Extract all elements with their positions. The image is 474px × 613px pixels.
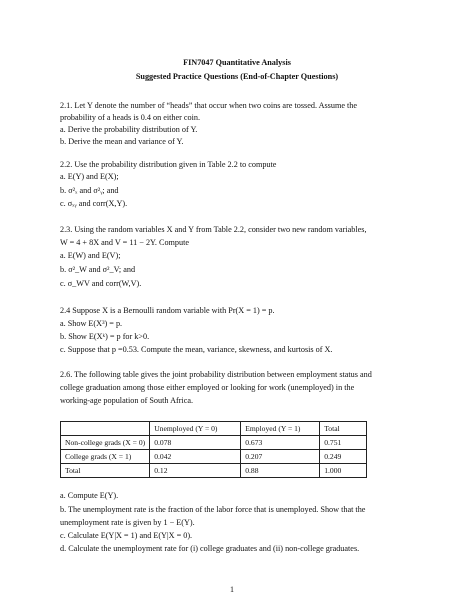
q21-part-a: a. Derive the probability distribution of Y.: [60, 125, 198, 134]
page-number: 1: [230, 585, 234, 594]
table-cell: 0.673: [241, 436, 320, 450]
table-cell: 0.078: [150, 436, 241, 450]
q22-text-line1: 2.2. Use the probability distribution given in Table 2.2 to compute: [60, 160, 277, 169]
q26-part-b-line1: b. The unemployment rate is the fraction of the labor force that is unemployed. Show that the: [60, 505, 366, 514]
table-row: [61, 464, 367, 478]
document-subtitle: Suggested Practice Questions (End-of-Chapter Questions): [135, 72, 339, 81]
course-title: FIN7047 Quantitative Analysis: [183, 58, 291, 67]
table-header-cell: Total: [320, 422, 367, 436]
q26-part-c: c. Calculate E(Y|X = 1) and E(Y|X = 0).: [60, 531, 193, 540]
q26-part-a: a. Compute E(Y).: [60, 491, 119, 500]
q21-part-b: b. Derive the mean and variance of Y.: [60, 137, 184, 146]
q21-text-line2: probability of a heads is 0.4 on either coin.: [60, 113, 201, 122]
table-cell: College grads (X = 1): [61, 450, 150, 464]
q23-part-c: c. σ_WV and corr(W,V).: [60, 279, 142, 288]
q22-part-b: b. σ²ₓ and σ²ᵧ; and: [60, 186, 119, 195]
table-cell: Total: [61, 464, 150, 478]
q23-part-b: b. σ²_W and σ²_V; and: [60, 265, 136, 274]
table-cell: 0.88: [241, 464, 320, 478]
table-cell: 1.000: [320, 464, 367, 478]
table-header-row: [61, 422, 367, 436]
q26-part-b-line2: unemployment rate is given by 1 − E(Y).: [60, 518, 195, 527]
q23-text-line2: W = 4 + 8X and V = 11 − 2Y. Compute: [60, 238, 190, 247]
q22-part-c: c. σₓᵧ and corr(X,Y).: [60, 199, 128, 208]
table-row: [61, 450, 367, 464]
q23-text-line1: 2.3. Using the random variables X and Y from Table 2.2, consider two new random variables,: [60, 225, 367, 234]
table-row: [61, 436, 367, 450]
q23-part-a: a. E(W) and E(V);: [60, 251, 121, 260]
joint-probability-table: [60, 421, 367, 478]
table-cell: 0.751: [320, 436, 367, 450]
q24-part-a: a. Show E(X³) = p.: [60, 319, 123, 328]
table-cell: 0.249: [320, 450, 367, 464]
q24-part-b: b. Show E(Xᵏ) = p for k>0.: [60, 332, 150, 341]
q24-part-c: c. Suppose that p =0.53. Compute the mean, variance, skewness, and kurtosis of X.: [60, 345, 333, 354]
q26-text-line1: 2.6. The following table gives the joint probability distribution between employment status and: [60, 370, 372, 379]
table-cell: Non-college grads (X = 0): [61, 436, 150, 450]
q26-text-line3: working-age population of South Africa.: [60, 396, 194, 405]
table-header-cell: Unemployed (Y = 0): [150, 422, 241, 436]
q21-text-line1: 2.1. Let Y denote the number of “heads” that occur when two coins are tossed. Assume the: [60, 101, 358, 110]
table-cell: 0.207: [241, 450, 320, 464]
q26-text-line2: college graduation among those either employed or looking for work (unemployed) in the: [60, 383, 355, 392]
table-header-cell: [61, 422, 150, 436]
q26-part-d: d. Calculate the unemployment rate for (i) college graduates and (ii) non-college graduates.: [60, 544, 360, 553]
q22-part-a: a. E(Y) and E(X);: [60, 172, 119, 181]
table-cell: 0.042: [150, 450, 241, 464]
q24-text-line1: 2.4 Suppose X is a Bernoulli random variable with Pr(X = 1) = p.: [60, 306, 275, 315]
table-cell: 0.12: [150, 464, 241, 478]
table-header-cell: Employed (Y = 1): [241, 422, 320, 436]
